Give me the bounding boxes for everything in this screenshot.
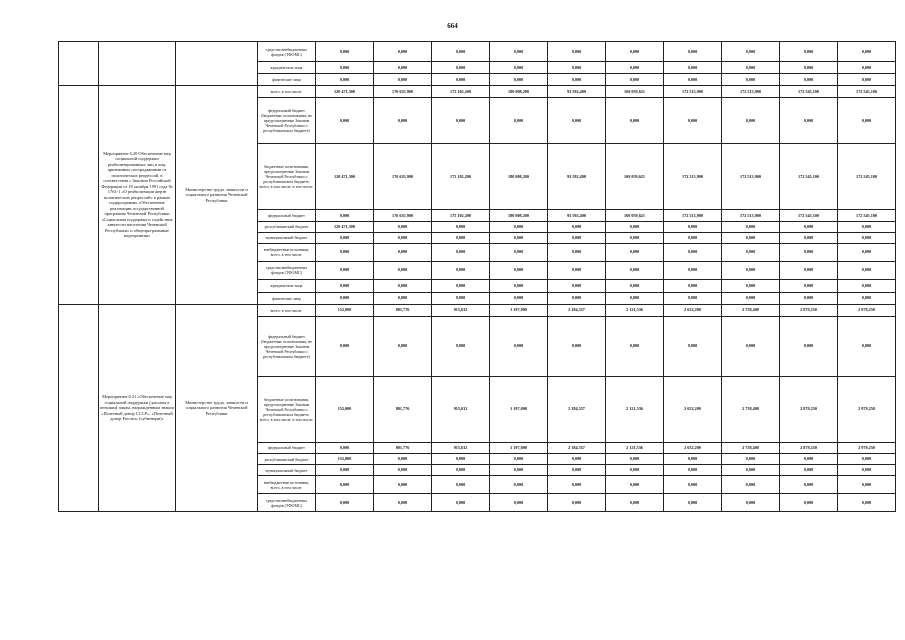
- value-cell: 152,000: [316, 304, 374, 316]
- value-cell: 172 545,100: [838, 144, 896, 210]
- value-cell: 2 652,200: [664, 442, 722, 454]
- value-cell: 0,000: [548, 243, 606, 261]
- value-cell: 0,000: [316, 98, 374, 144]
- table-row: [59, 304, 896, 316]
- value-cell: 0,000: [606, 494, 664, 512]
- value-cell: 2 979,250: [838, 376, 896, 442]
- value-cell: 0,000: [548, 279, 606, 292]
- measure-cell: Мероприятие 6.20 Обеспечение мер социальной поддержки реабилитированных лиц и лиц, признанных пострадавшими от политических репрессий, в соответствии с Законом Российской Федерации от 18 октября 1991 года № 1761-1 «О реабилитации жертв политических репрессий» в рамках подпрограммы «Обеспечение реализации государственной программы Чеченской Республики «Социальная поддержка и содействие занятости населения Чеченской Республики» и общепрограммные мероприятия»: [99, 86, 176, 305]
- value-cell: 0,000: [780, 465, 838, 476]
- source-cell: физические лица: [258, 292, 316, 304]
- source-cell: средства внебюджетных фондов (ТФОМС): [258, 261, 316, 279]
- value-cell: 0,000: [722, 221, 780, 232]
- value-cell: 172 513,900: [664, 144, 722, 210]
- value-cell: 0,000: [606, 465, 664, 476]
- value-cell: 0,000: [722, 42, 780, 62]
- value-cell: 0,000: [432, 221, 490, 232]
- value-cell: 0,000: [432, 74, 490, 86]
- value-cell: 915,632: [432, 304, 490, 316]
- value-cell: 0,000: [664, 42, 722, 62]
- value-cell: 120 471,300: [316, 144, 374, 210]
- value-cell: 0,000: [374, 316, 432, 376]
- value-cell: 0,000: [838, 465, 896, 476]
- value-cell: 0,000: [548, 316, 606, 376]
- value-cell: 0,000: [780, 292, 838, 304]
- value-cell: 2 879,250: [780, 376, 838, 442]
- blank-cell: [59, 304, 99, 512]
- value-cell: 175 102,200: [432, 144, 490, 210]
- value-cell: 0,000: [490, 62, 548, 74]
- value-cell: 0,000: [432, 316, 490, 376]
- value-cell: 0,000: [780, 243, 838, 261]
- value-cell: 0,000: [606, 62, 664, 74]
- value-cell: 0,000: [780, 42, 838, 62]
- value-cell: 2 121,536: [606, 376, 664, 442]
- value-cell: 0,000: [374, 221, 432, 232]
- value-cell: 0,000: [722, 494, 780, 512]
- source-cell: федеральный бюджет (бюджетные ассигнования, не предусмотренные Законом Чеченской Республики о республиканском бюджете): [258, 316, 316, 376]
- value-cell: 0,000: [664, 279, 722, 292]
- value-cell: 0,000: [548, 221, 606, 232]
- value-cell: 120 471,300: [316, 221, 374, 232]
- value-cell: 172 513,900: [722, 210, 780, 222]
- source-cell: республиканский бюджет: [258, 454, 316, 465]
- value-cell: 0,000: [432, 476, 490, 494]
- value-cell: 0,000: [606, 279, 664, 292]
- value-cell: 2 879,250: [780, 304, 838, 316]
- value-cell: 0,000: [838, 98, 896, 144]
- value-cell: 2 121,536: [606, 304, 664, 316]
- value-cell: 0,000: [722, 74, 780, 86]
- value-cell: 0,000: [316, 243, 374, 261]
- source-cell: средства внебюджетных фондов (ТФОМС): [258, 42, 316, 62]
- value-cell: 172 545,100: [780, 86, 838, 98]
- value-cell: 1 197,000: [490, 442, 548, 454]
- value-cell: 172 545,100: [838, 210, 896, 222]
- value-cell: 0,000: [722, 454, 780, 465]
- value-cell: 0,000: [490, 494, 548, 512]
- source-cell: муниципальный бюджет: [258, 232, 316, 243]
- value-cell: 0,000: [838, 279, 896, 292]
- value-cell: 0,000: [548, 292, 606, 304]
- source-cell: федеральный бюджет: [258, 442, 316, 454]
- source-cell: внебюджетные источники, всего, в том числе:: [258, 476, 316, 494]
- value-cell: 0,000: [838, 316, 896, 376]
- value-cell: 0,000: [432, 279, 490, 292]
- value-cell: 0,000: [432, 261, 490, 279]
- source-cell: федеральный бюджет (бюджетные ассигнования, не предусмотренные Законом Чеченской Республики о республиканском бюджете): [258, 98, 316, 144]
- value-cell: 0,000: [838, 476, 896, 494]
- value-cell: 0,000: [780, 232, 838, 243]
- value-cell: 0,000: [490, 476, 548, 494]
- value-cell: 152,000: [316, 376, 374, 442]
- value-cell: 0,000: [316, 442, 374, 454]
- value-cell: 0,000: [606, 243, 664, 261]
- value-cell: 0,000: [374, 476, 432, 494]
- value-cell: 0,000: [548, 62, 606, 74]
- value-cell: 0,000: [316, 210, 374, 222]
- value-cell: 0,000: [374, 292, 432, 304]
- value-cell: 0,000: [374, 261, 432, 279]
- value-cell: 0,000: [490, 454, 548, 465]
- value-cell: 0,000: [490, 261, 548, 279]
- value-cell: 0,000: [490, 279, 548, 292]
- value-cell: 0,000: [664, 494, 722, 512]
- value-cell: 0,000: [838, 494, 896, 512]
- value-cell: 0,000: [838, 454, 896, 465]
- value-cell: 0,000: [490, 221, 548, 232]
- value-cell: 2 979,250: [838, 442, 896, 454]
- value-cell: 0,000: [722, 476, 780, 494]
- value-cell: 0,000: [490, 292, 548, 304]
- value-cell: 0,000: [722, 62, 780, 74]
- value-cell: 93 592,400: [548, 86, 606, 98]
- value-cell: 0,000: [432, 98, 490, 144]
- value-cell: 801,776: [374, 442, 432, 454]
- value-cell: 2 652,200: [664, 376, 722, 442]
- value-cell: 0,000: [548, 232, 606, 243]
- value-cell: 0,000: [606, 316, 664, 376]
- value-cell: 0,000: [374, 494, 432, 512]
- value-cell: 0,000: [490, 74, 548, 86]
- executor-cell: Министерство труда, занятости и социального развития Чеченской Республики: [176, 304, 258, 512]
- value-cell: 0,000: [664, 316, 722, 376]
- page-number: 664: [447, 22, 458, 30]
- source-cell: республиканский бюджет: [258, 221, 316, 232]
- value-cell: 172 513,900: [664, 210, 722, 222]
- table-row: [59, 86, 896, 98]
- value-cell: 152,000: [316, 454, 374, 465]
- value-cell: 0,000: [722, 261, 780, 279]
- source-cell: бюджетные ассигнования, предусмотренные Законом Чеченской Республики о республиканском бюджете, всего, в том числе: в том числе:: [258, 376, 316, 442]
- value-cell: 172 513,900: [722, 144, 780, 210]
- value-cell: 801,776: [374, 376, 432, 442]
- value-cell: 2 758,400: [722, 304, 780, 316]
- value-cell: 172 545,100: [838, 86, 896, 98]
- source-cell: юридические лица: [258, 279, 316, 292]
- value-cell: 2 184,357: [548, 304, 606, 316]
- value-cell: 120 471,300: [316, 86, 374, 98]
- source-cell: муниципальный бюджет: [258, 465, 316, 476]
- value-cell: 0,000: [664, 261, 722, 279]
- value-cell: 2 879,250: [780, 442, 838, 454]
- executor-cell: [176, 42, 258, 86]
- value-cell: 0,000: [838, 261, 896, 279]
- value-cell: 172 513,900: [664, 86, 722, 98]
- value-cell: 801,776: [374, 304, 432, 316]
- value-cell: 0,000: [548, 42, 606, 62]
- value-cell: 0,000: [838, 74, 896, 86]
- value-cell: 180 008,200: [490, 144, 548, 210]
- measure-cell: [99, 42, 176, 86]
- value-cell: 0,000: [548, 261, 606, 279]
- measure-cell: Мероприятие 6.21 «Обеспечение мер социальной поддержки (доплаты к пенсиям) лицам, награжденным знаком «Почетный донор СССР», «Почетный донор России» (субвенции)»: [99, 304, 176, 512]
- value-cell: 0,000: [374, 98, 432, 144]
- value-cell: 0,000: [316, 42, 374, 62]
- value-cell: 175 102,200: [432, 86, 490, 98]
- source-cell: федеральный бюджет: [258, 210, 316, 222]
- value-cell: 93 592,400: [548, 210, 606, 222]
- value-cell: 0,000: [490, 243, 548, 261]
- value-cell: 0,000: [780, 74, 838, 86]
- value-cell: 169 059,621: [606, 86, 664, 98]
- value-cell: 0,000: [374, 232, 432, 243]
- value-cell: 180 008,200: [490, 210, 548, 222]
- source-cell: юридические лица: [258, 62, 316, 74]
- source-cell: внебюджетные источники, всего, в том числе:: [258, 243, 316, 261]
- value-cell: 0,000: [664, 62, 722, 74]
- value-cell: 0,000: [780, 98, 838, 144]
- table-row: [59, 42, 896, 62]
- value-cell: 0,000: [606, 292, 664, 304]
- value-cell: 0,000: [838, 221, 896, 232]
- value-cell: 0,000: [780, 279, 838, 292]
- value-cell: 2 758,400: [722, 376, 780, 442]
- value-cell: 176 635,900: [374, 210, 432, 222]
- value-cell: 0,000: [316, 232, 374, 243]
- value-cell: 0,000: [664, 98, 722, 144]
- value-cell: 0,000: [548, 476, 606, 494]
- value-cell: 0,000: [490, 98, 548, 144]
- value-cell: 0,000: [780, 454, 838, 465]
- source-cell: всего, в том числе:: [258, 86, 316, 98]
- value-cell: 0,000: [316, 261, 374, 279]
- value-cell: 915,632: [432, 376, 490, 442]
- value-cell: 0,000: [838, 243, 896, 261]
- value-cell: 2 184,357: [548, 442, 606, 454]
- value-cell: 0,000: [722, 316, 780, 376]
- value-cell: 0,000: [664, 221, 722, 232]
- value-cell: 0,000: [722, 243, 780, 261]
- value-cell: 0,000: [374, 243, 432, 261]
- value-cell: 0,000: [606, 232, 664, 243]
- value-cell: 0,000: [374, 279, 432, 292]
- value-cell: 176 635,900: [374, 144, 432, 210]
- value-cell: 0,000: [432, 465, 490, 476]
- value-cell: 0,000: [316, 279, 374, 292]
- source-cell: бюджетные ассигнования, предусмотренные Законом Чеченской Республики о республиканском бюджете, всего, в том числе: в том числе:: [258, 144, 316, 210]
- value-cell: 0,000: [490, 465, 548, 476]
- value-cell: 0,000: [780, 316, 838, 376]
- value-cell: 0,000: [374, 74, 432, 86]
- value-cell: 93 592,400: [548, 144, 606, 210]
- value-cell: 0,000: [432, 292, 490, 304]
- value-cell: 0,000: [316, 476, 374, 494]
- executor-cell: Министерство труда, занятости и социального развития Чеченской Республики: [176, 86, 258, 305]
- value-cell: 180 008,200: [490, 86, 548, 98]
- value-cell: 0,000: [606, 221, 664, 232]
- value-cell: 0,000: [606, 261, 664, 279]
- value-cell: 0,000: [432, 494, 490, 512]
- value-cell: 915,632: [432, 442, 490, 454]
- value-cell: 0,000: [838, 292, 896, 304]
- value-cell: 0,000: [316, 74, 374, 86]
- value-cell: 0,000: [664, 74, 722, 86]
- blank-cell: [59, 42, 99, 86]
- value-cell: 175 102,200: [432, 210, 490, 222]
- value-cell: 169 059,621: [606, 210, 664, 222]
- value-cell: 0,000: [432, 42, 490, 62]
- value-cell: 0,000: [374, 454, 432, 465]
- value-cell: 0,000: [722, 465, 780, 476]
- value-cell: 0,000: [432, 62, 490, 74]
- value-cell: 0,000: [548, 454, 606, 465]
- value-cell: 0,000: [722, 232, 780, 243]
- value-cell: 1 197,000: [490, 376, 548, 442]
- value-cell: 2 121,536: [606, 442, 664, 454]
- value-cell: 2 184,357: [548, 376, 606, 442]
- value-cell: 0,000: [722, 279, 780, 292]
- value-cell: 0,000: [548, 494, 606, 512]
- value-cell: 0,000: [606, 42, 664, 62]
- value-cell: 0,000: [316, 494, 374, 512]
- value-cell: 0,000: [432, 243, 490, 261]
- budget-table: [58, 41, 896, 512]
- value-cell: 0,000: [432, 454, 490, 465]
- value-cell: 0,000: [548, 465, 606, 476]
- value-cell: 0,000: [664, 243, 722, 261]
- value-cell: 0,000: [722, 292, 780, 304]
- value-cell: 0,000: [780, 476, 838, 494]
- value-cell: 0,000: [490, 316, 548, 376]
- value-cell: 0,000: [490, 42, 548, 62]
- value-cell: 0,000: [316, 292, 374, 304]
- value-cell: 2 979,250: [838, 304, 896, 316]
- value-cell: 0,000: [838, 42, 896, 62]
- value-cell: 0,000: [780, 494, 838, 512]
- value-cell: 2 652,200: [664, 304, 722, 316]
- value-cell: 0,000: [722, 98, 780, 144]
- source-cell: физические лица: [258, 74, 316, 86]
- value-cell: 169 059,621: [606, 144, 664, 210]
- value-cell: 0,000: [316, 465, 374, 476]
- blank-cell: [59, 86, 99, 305]
- value-cell: 0,000: [374, 42, 432, 62]
- value-cell: 172 545,100: [780, 144, 838, 210]
- value-cell: 0,000: [374, 465, 432, 476]
- value-cell: 0,000: [664, 476, 722, 494]
- value-cell: 0,000: [664, 292, 722, 304]
- value-cell: 0,000: [316, 316, 374, 376]
- value-cell: 0,000: [780, 62, 838, 74]
- value-cell: 0,000: [490, 232, 548, 243]
- value-cell: 0,000: [606, 98, 664, 144]
- value-cell: 0,000: [374, 62, 432, 74]
- source-cell: всего, в том числе:: [258, 304, 316, 316]
- source-cell: средства внебюджетных фондов (ТФОМС): [258, 494, 316, 512]
- value-cell: 0,000: [316, 62, 374, 74]
- value-cell: 0,000: [548, 98, 606, 144]
- value-cell: 176 635,900: [374, 86, 432, 98]
- value-cell: 0,000: [548, 74, 606, 86]
- value-cell: 0,000: [664, 454, 722, 465]
- value-cell: 0,000: [664, 232, 722, 243]
- value-cell: 172 545,100: [780, 210, 838, 222]
- value-cell: 0,000: [780, 261, 838, 279]
- value-cell: 172 513,900: [722, 86, 780, 98]
- value-cell: 1 197,000: [490, 304, 548, 316]
- value-cell: 0,000: [606, 74, 664, 86]
- value-cell: 0,000: [780, 221, 838, 232]
- value-cell: 0,000: [432, 232, 490, 243]
- value-cell: 0,000: [606, 476, 664, 494]
- value-cell: 0,000: [838, 232, 896, 243]
- value-cell: 2 758,400: [722, 442, 780, 454]
- value-cell: 0,000: [838, 62, 896, 74]
- value-cell: 0,000: [664, 465, 722, 476]
- value-cell: 0,000: [606, 454, 664, 465]
